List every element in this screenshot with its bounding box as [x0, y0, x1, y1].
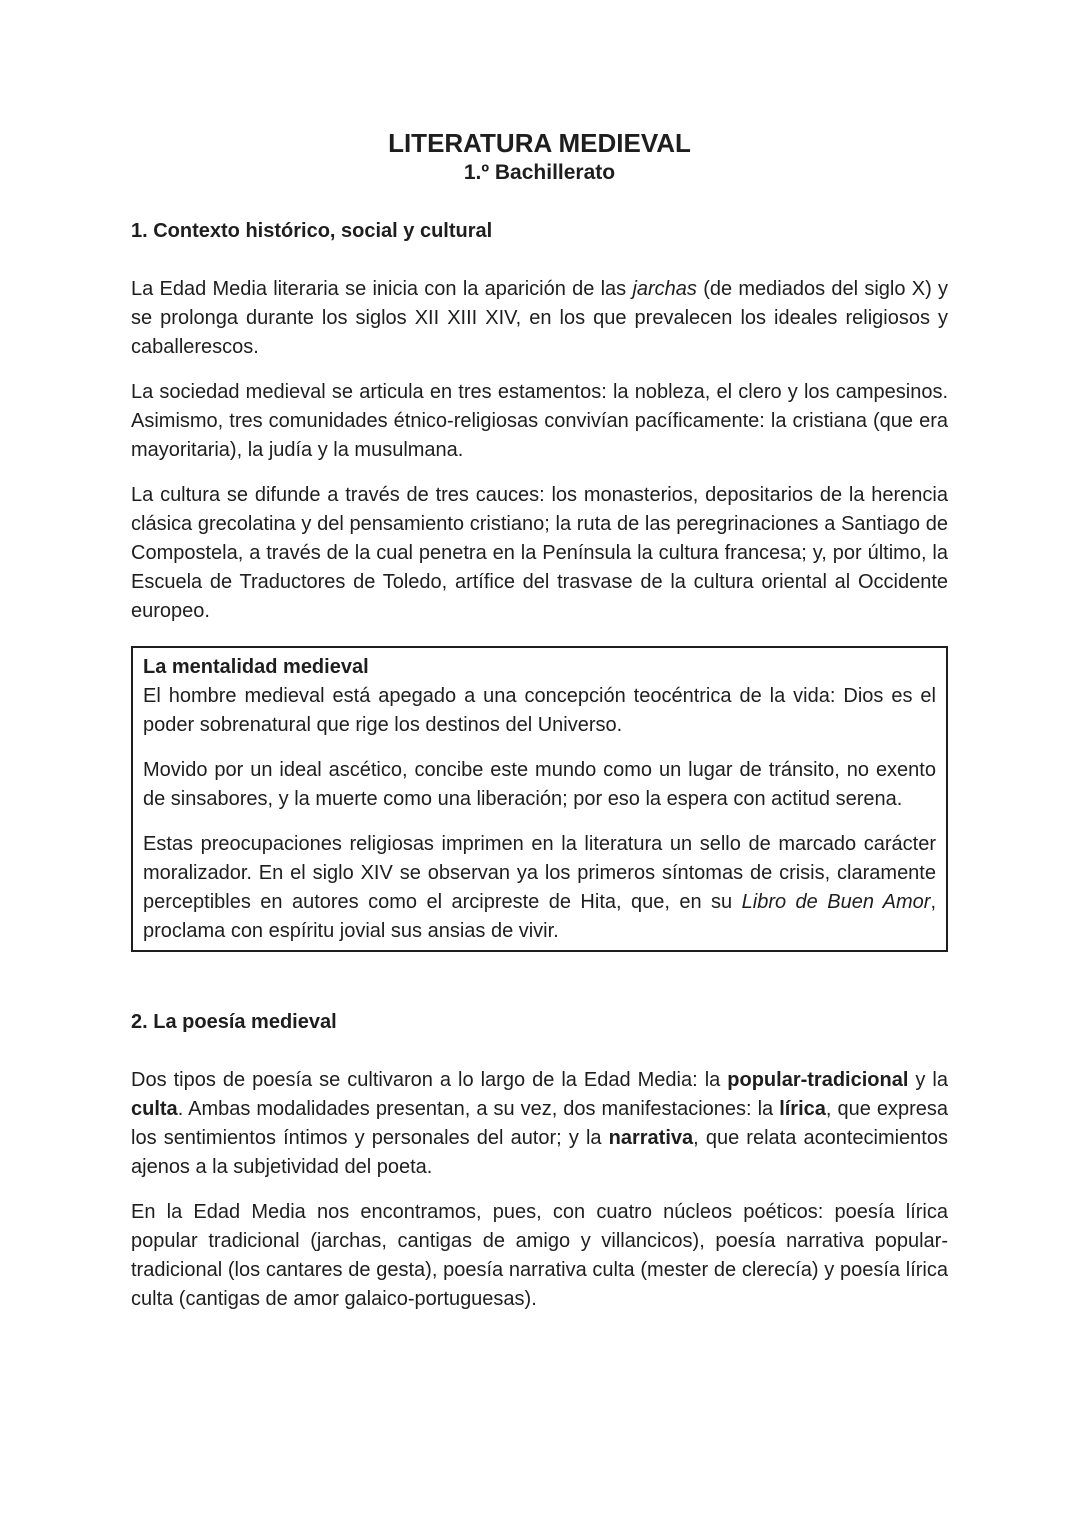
- paragraph-sociedad-medieval: La sociedad medieval se articula en tres estamentos: la nobleza, el clero y los campesinos. Asimismo, tres comunidades étnico-religiosas convivían pacíficamente: la cristiana (que era mayoritaria), la judía y la musulmana.: [131, 381, 948, 461]
- mentalidad-medieval-box: [131, 646, 948, 952]
- italic-title-libro-de-buen-amor: Libro de Buen Amor: [741, 891, 931, 913]
- bold-term-lirica: lírica: [779, 1098, 826, 1120]
- paragraph-text: Estas preocupaciones religiosas imprimen en la literatura un sello de marcado carácter moralizador. En el siglo XIV se observan ya los primeros síntomas de crisis, claramente perceptibles en autores como el arcipreste de Hita, que, en su: [143, 833, 936, 913]
- box-heading: La mentalidad medieval: [143, 656, 369, 678]
- paragraph-cultura-difunde: La cultura se difunde a través de tres cauces: los monasterios, depositarios de la herencia clásica grecolatina y del pensamiento cristiano; la ruta de las peregrinaciones a Santiago de Compostela, a través de la cual penetra en la Península la cultura francesa; y, por último, la Escuela de Traductores de Toledo, artífice del trasvase de la cultura oriental al Occidente europeo.: [131, 484, 948, 622]
- section-1-heading: 1. Contexto histórico, social y cultural: [131, 220, 493, 242]
- page-subtitle: 1.º Bachillerato: [463, 161, 616, 184]
- paragraph-text: La Edad Media literaria se inicia con la aparición de las: [131, 278, 633, 300]
- document-content: [131, 0, 948, 1330]
- paragraph-dos-tipos-poesia: [131, 1066, 948, 1182]
- paragraph-text: , que expresa los sentimientos íntimos y personales del autor; y la: [131, 1098, 948, 1149]
- paragraph-text: (de mediados del siglo X) y se prolonga durante los siglos XII XIII XIV, en los que prevalecen los ideales religiosos y caballerescos.: [131, 278, 948, 358]
- box-paragraph-ideal-ascetico: Movido por un ideal ascético, concibe este mundo como un lugar de tránsito, no exento de sinsabores, y la muerte como una liberación; por eso la espera con actitud serena.: [143, 759, 936, 810]
- paragraph-text: y la: [908, 1069, 948, 1091]
- page-title: LITERATURA MEDIEVAL: [388, 128, 691, 158]
- paragraph-text: Dos tipos de poesía se cultivaron a lo largo de la Edad Media: la: [131, 1069, 728, 1091]
- paragraph-text: . Ambas modalidades presentan, a su vez, dos manifestaciones: la: [177, 1098, 780, 1120]
- bold-term-narrativa: narrativa: [608, 1127, 694, 1149]
- paragraph-text: , proclama con espíritu jovial sus ansias de vivir.: [143, 891, 937, 942]
- box-paragraph-preocupaciones: [143, 830, 936, 946]
- section-2-heading: 2. La poesía medieval: [131, 1011, 337, 1033]
- box-paragraph-hombre-medieval: El hombre medieval está apegado a una concepción teocéntrica de la vida: Dios es el poder sobrenatural que rige los destinos del Universo.: [143, 685, 936, 736]
- paragraph-cuatro-nucleos: En la Edad Media nos encontramos, pues, con cuatro núcleos poéticos: poesía lírica popular tradicional (jarchas, cantigas de amigo y villancicos), poesía narrativa popular-tradicional (los cantares de gesta), poesía narrativa culta (mester de clerecía) y poesía lírica culta (cantigas de amor galaico-portuguesas).: [131, 1201, 948, 1310]
- paragraph-edad-media-literaria: [131, 275, 948, 362]
- paragraph-text: , que relata acontecimientos ajenos a la subjetividad del poeta.: [131, 1127, 948, 1178]
- bold-term-culta: culta: [131, 1098, 178, 1120]
- bold-term-popular-tradicional: popular-tradicional: [727, 1069, 909, 1091]
- italic-term-jarchas: jarchas: [632, 278, 697, 300]
